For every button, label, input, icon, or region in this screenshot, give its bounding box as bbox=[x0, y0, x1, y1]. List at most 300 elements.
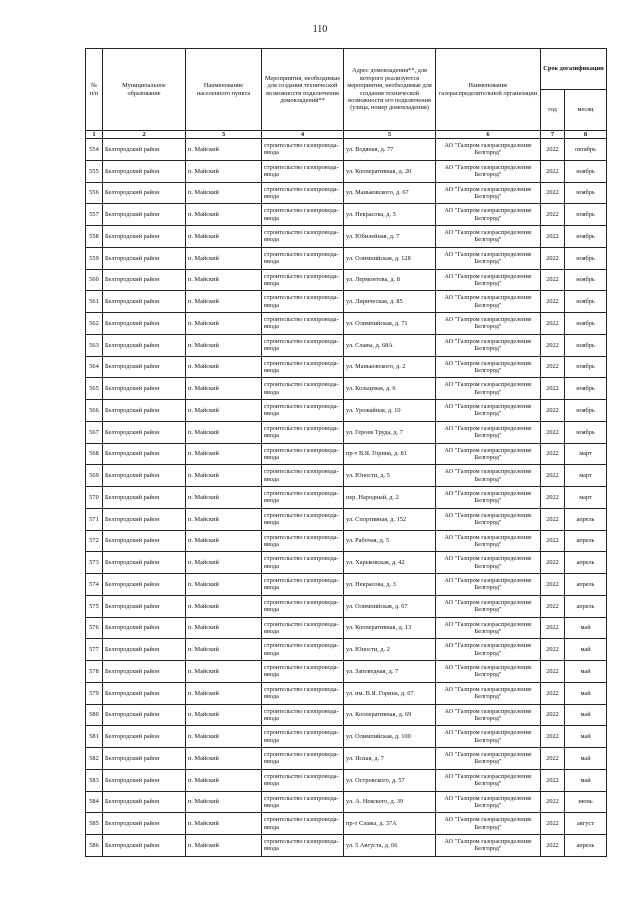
year-cell: 2022 bbox=[541, 791, 565, 813]
municipality-cell: Белгородский район bbox=[103, 487, 186, 509]
municipality-cell: Белгородский район bbox=[103, 400, 186, 422]
settlement-cell: п. Майский bbox=[186, 748, 262, 770]
settlement-cell: п. Майский bbox=[186, 813, 262, 835]
settlement-cell: п. Майский bbox=[186, 356, 262, 378]
year-cell: 2022 bbox=[541, 639, 565, 661]
organization-cell: АО "Газпром газораспределение Белгород" bbox=[436, 182, 541, 204]
measure-cell: строительство газопровода-ввода bbox=[262, 421, 344, 443]
municipality-cell: Белгородский район bbox=[103, 269, 186, 291]
municipality-cell: Белгородский район bbox=[103, 508, 186, 530]
year-cell: 2022 bbox=[541, 704, 565, 726]
table-row bbox=[86, 356, 607, 378]
row-number: 560 bbox=[86, 269, 103, 291]
address-cell: ул. Юности, д. 2 bbox=[344, 639, 436, 661]
header-settlement: Наименование населенного пункта bbox=[186, 49, 262, 131]
municipality-cell: Белгородский район bbox=[103, 791, 186, 813]
settlement-cell: п. Майский bbox=[186, 291, 262, 313]
measure-cell: строительство газопровода-ввода bbox=[262, 356, 344, 378]
measure-cell: строительство газопровода-ввода bbox=[262, 247, 344, 269]
month-cell: май bbox=[565, 661, 607, 683]
address-cell: ул. Кооперативная, д. 20 bbox=[344, 160, 436, 182]
month-cell: май bbox=[565, 617, 607, 639]
header-organization: Наименование газораспределительной организации bbox=[436, 49, 541, 131]
settlement-cell: п. Майский bbox=[186, 791, 262, 813]
header-year: год bbox=[541, 90, 565, 131]
municipality-cell: Белгородский район bbox=[103, 356, 186, 378]
municipality-cell: Белгородский район bbox=[103, 313, 186, 335]
header-municipality: Муниципальное образование bbox=[103, 49, 186, 131]
municipality-cell: Белгородский район bbox=[103, 291, 186, 313]
organization-cell: АО "Газпром газораспределение Белгород" bbox=[436, 247, 541, 269]
year-cell: 2022 bbox=[541, 400, 565, 422]
row-number: 556 bbox=[86, 182, 103, 204]
municipality-cell: Белгородский район bbox=[103, 813, 186, 835]
address-cell: ул. Кооперативная, д. 13 bbox=[344, 617, 436, 639]
address-cell: ул. Маньковского, д. 67 bbox=[344, 182, 436, 204]
municipality-cell: Белгородский район bbox=[103, 421, 186, 443]
measure-cell: строительство газопровода-ввода bbox=[262, 835, 344, 857]
address-cell: ул. Кооперативная, д. 69 bbox=[344, 704, 436, 726]
table-row bbox=[86, 443, 607, 465]
measure-cell: строительство газопровода-ввода bbox=[262, 487, 344, 509]
measure-cell: строительство газопровода-ввода bbox=[262, 204, 344, 226]
year-cell: 2022 bbox=[541, 291, 565, 313]
address-cell: ул. им. В.Я. Горина, д. 67 bbox=[344, 682, 436, 704]
table-row bbox=[86, 769, 607, 791]
row-number: 573 bbox=[86, 552, 103, 574]
table-row bbox=[86, 465, 607, 487]
year-cell: 2022 bbox=[541, 226, 565, 248]
year-cell: 2022 bbox=[541, 160, 565, 182]
year-cell: 2022 bbox=[541, 487, 565, 509]
settlement-cell: п. Майский bbox=[186, 204, 262, 226]
address-cell: ул. Славы, д. 68А bbox=[344, 334, 436, 356]
municipality-cell: Белгородский район bbox=[103, 726, 186, 748]
year-cell: 2022 bbox=[541, 617, 565, 639]
measure-cell: строительство газопровода-ввода bbox=[262, 574, 344, 596]
address-cell: ул. Маньковского, д. 2 bbox=[344, 356, 436, 378]
address-cell: ул. Олимпийская, д. 128 bbox=[344, 247, 436, 269]
table-row bbox=[86, 617, 607, 639]
year-cell: 2022 bbox=[541, 595, 565, 617]
measure-cell: строительство газопровода-ввода bbox=[262, 552, 344, 574]
measure-cell: строительство газопровода-ввода bbox=[262, 400, 344, 422]
year-cell: 2022 bbox=[541, 139, 565, 161]
table-row bbox=[86, 682, 607, 704]
row-number: 559 bbox=[86, 247, 103, 269]
organization-cell: АО "Газпром газораспределение Белгород" bbox=[436, 508, 541, 530]
measure-cell: строительство газопровода-ввода bbox=[262, 813, 344, 835]
organization-cell: АО "Газпром газораспределение Белгород" bbox=[436, 160, 541, 182]
organization-cell: АО "Газпром газораспределение Белгород" bbox=[436, 421, 541, 443]
row-number: 575 bbox=[86, 595, 103, 617]
year-cell: 2022 bbox=[541, 661, 565, 683]
address-cell: пр-т Славы, д. 37А bbox=[344, 813, 436, 835]
header-month: месяц bbox=[565, 90, 607, 131]
column-number: 7 bbox=[541, 131, 565, 139]
measure-cell: строительство газопровода-ввода bbox=[262, 530, 344, 552]
organization-cell: АО "Газпром газораспределение Белгород" bbox=[436, 769, 541, 791]
municipality-cell: Белгородский район bbox=[103, 182, 186, 204]
table-row bbox=[86, 530, 607, 552]
measure-cell: строительство газопровода-ввода bbox=[262, 661, 344, 683]
month-cell: апрель bbox=[565, 530, 607, 552]
address-cell: ул. Героев Труда, д. 7 bbox=[344, 421, 436, 443]
address-cell: ул. Островского, д. 57 bbox=[344, 769, 436, 791]
organization-cell: АО "Газпром газораспределение Белгород" bbox=[436, 487, 541, 509]
municipality-cell: Белгородский район bbox=[103, 682, 186, 704]
row-number: 564 bbox=[86, 356, 103, 378]
table-row bbox=[86, 421, 607, 443]
address-cell: ул. Олимпийская, д. 67 bbox=[344, 595, 436, 617]
year-cell: 2022 bbox=[541, 334, 565, 356]
table-row bbox=[86, 552, 607, 574]
organization-cell: АО "Газпром газораспределение Белгород" bbox=[436, 269, 541, 291]
month-cell: ноябрь bbox=[565, 334, 607, 356]
month-cell: май bbox=[565, 748, 607, 770]
row-number: 557 bbox=[86, 204, 103, 226]
settlement-cell: п. Майский bbox=[186, 443, 262, 465]
month-cell: ноябрь bbox=[565, 356, 607, 378]
settlement-cell: п. Майский bbox=[186, 682, 262, 704]
address-cell: ул. Юбилейная, д. 7 bbox=[344, 226, 436, 248]
year-cell: 2022 bbox=[541, 378, 565, 400]
settlement-cell: п. Майский bbox=[186, 530, 262, 552]
row-number: 554 bbox=[86, 139, 103, 161]
row-number: 581 bbox=[86, 726, 103, 748]
year-cell: 2022 bbox=[541, 530, 565, 552]
header-address: Адрес домовладения**, для которого реализуются мероприятия, необходимые для создания технической возможности его подключения (улица, номер домовладения) bbox=[344, 49, 436, 131]
settlement-cell: п. Майский bbox=[186, 508, 262, 530]
settlement-cell: п. Майский bbox=[186, 639, 262, 661]
municipality-cell: Белгородский район bbox=[103, 661, 186, 683]
municipality-cell: Белгородский район bbox=[103, 160, 186, 182]
month-cell: ноябрь bbox=[565, 313, 607, 335]
column-number: 8 bbox=[565, 131, 607, 139]
settlement-cell: п. Майский bbox=[186, 661, 262, 683]
organization-cell: АО "Газпром газораспределение Белгород" bbox=[436, 617, 541, 639]
measure-cell: строительство газопровода-ввода bbox=[262, 334, 344, 356]
address-cell: ул. Ясная, д. 7 bbox=[344, 748, 436, 770]
address-cell: ул. Некрасова, д. 3 bbox=[344, 574, 436, 596]
year-cell: 2022 bbox=[541, 748, 565, 770]
address-cell: ул. Кольцевая, д. 6 bbox=[344, 378, 436, 400]
table-row bbox=[86, 269, 607, 291]
row-number: 576 bbox=[86, 617, 103, 639]
settlement-cell: п. Майский bbox=[186, 334, 262, 356]
year-cell: 2022 bbox=[541, 313, 565, 335]
municipality-cell: Белгородский район bbox=[103, 574, 186, 596]
row-number: 586 bbox=[86, 835, 103, 857]
month-cell: май bbox=[565, 704, 607, 726]
row-number: 565 bbox=[86, 378, 103, 400]
year-cell: 2022 bbox=[541, 682, 565, 704]
measure-cell: строительство газопровода-ввода bbox=[262, 291, 344, 313]
municipality-cell: Белгородский район bbox=[103, 835, 186, 857]
table-row bbox=[86, 487, 607, 509]
table-row bbox=[86, 748, 607, 770]
table-row bbox=[86, 704, 607, 726]
organization-cell: АО "Газпром газораспределение Белгород" bbox=[436, 378, 541, 400]
gasification-table bbox=[85, 48, 607, 857]
row-number: 569 bbox=[86, 465, 103, 487]
year-cell: 2022 bbox=[541, 552, 565, 574]
organization-cell: АО "Газпром газораспределение Белгород" bbox=[436, 574, 541, 596]
row-number: 555 bbox=[86, 160, 103, 182]
organization-cell: АО "Газпром газораспределение Белгород" bbox=[436, 726, 541, 748]
address-cell: ул. Лермонтова, д. 8 bbox=[344, 269, 436, 291]
header-measures: Мероприятия, необходимые для создания технической возможности подключения домовладений** bbox=[262, 49, 344, 131]
settlement-cell: п. Майский bbox=[186, 617, 262, 639]
municipality-cell: Белгородский район bbox=[103, 139, 186, 161]
organization-cell: АО "Газпром газораспределение Белгород" bbox=[436, 835, 541, 857]
year-cell: 2022 bbox=[541, 182, 565, 204]
column-number: 2 bbox=[103, 131, 186, 139]
measure-cell: строительство газопровода-ввода bbox=[262, 595, 344, 617]
municipality-cell: Белгородский район bbox=[103, 704, 186, 726]
column-number: 5 bbox=[344, 131, 436, 139]
month-cell: ноябрь bbox=[565, 182, 607, 204]
address-cell: ул. А. Невского, д. 39 bbox=[344, 791, 436, 813]
table-row bbox=[86, 334, 607, 356]
measure-cell: строительство газопровода-ввода bbox=[262, 160, 344, 182]
year-cell: 2022 bbox=[541, 726, 565, 748]
address-cell: ул. Олимпийская, д. 100 bbox=[344, 726, 436, 748]
month-cell: май bbox=[565, 726, 607, 748]
measure-cell: строительство газопровода-ввода bbox=[262, 639, 344, 661]
row-number: 578 bbox=[86, 661, 103, 683]
organization-cell: АО "Газпром газораспределение Белгород" bbox=[436, 682, 541, 704]
organization-cell: АО "Газпром газораспределение Белгород" bbox=[436, 552, 541, 574]
page-number: 110 bbox=[312, 24, 328, 35]
municipality-cell: Белгородский район bbox=[103, 226, 186, 248]
month-cell: ноябрь bbox=[565, 160, 607, 182]
month-cell: март bbox=[565, 443, 607, 465]
table-row bbox=[86, 791, 607, 813]
settlement-cell: п. Майский bbox=[186, 378, 262, 400]
settlement-cell: п. Майский bbox=[186, 574, 262, 596]
organization-cell: АО "Газпром газораспределение Белгород" bbox=[436, 204, 541, 226]
year-cell: 2022 bbox=[541, 269, 565, 291]
month-cell: апрель bbox=[565, 552, 607, 574]
municipality-cell: Белгородский район bbox=[103, 748, 186, 770]
settlement-cell: п. Майский bbox=[186, 835, 262, 857]
year-cell: 2022 bbox=[541, 813, 565, 835]
measure-cell: строительство газопровода-ввода bbox=[262, 769, 344, 791]
month-cell: май bbox=[565, 682, 607, 704]
organization-cell: АО "Газпром газораспределение Белгород" bbox=[436, 704, 541, 726]
month-cell: май bbox=[565, 639, 607, 661]
table-row bbox=[86, 595, 607, 617]
table-row bbox=[86, 204, 607, 226]
year-cell: 2022 bbox=[541, 443, 565, 465]
settlement-cell: п. Майский bbox=[186, 269, 262, 291]
organization-cell: АО "Газпром газораспределение Белгород" bbox=[436, 356, 541, 378]
settlement-cell: п. Майский bbox=[186, 595, 262, 617]
row-number: 584 bbox=[86, 791, 103, 813]
year-cell: 2022 bbox=[541, 769, 565, 791]
table-row bbox=[86, 508, 607, 530]
year-cell: 2022 bbox=[541, 835, 565, 857]
month-cell: ноябрь bbox=[565, 269, 607, 291]
address-cell: ул. Юности, д. 5 bbox=[344, 465, 436, 487]
measure-cell: строительство газопровода-ввода bbox=[262, 682, 344, 704]
measure-cell: строительство газопровода-ввода bbox=[262, 269, 344, 291]
header-no: № п/п bbox=[86, 49, 103, 131]
settlement-cell: п. Майский bbox=[186, 139, 262, 161]
address-cell: ул. Рабочая, д. 5 bbox=[344, 530, 436, 552]
year-cell: 2022 bbox=[541, 204, 565, 226]
month-cell: ноябрь bbox=[565, 421, 607, 443]
row-number: 558 bbox=[86, 226, 103, 248]
table-row bbox=[86, 139, 607, 161]
table-row bbox=[86, 835, 607, 857]
address-cell: ул. Олимпийская, д. 71 bbox=[344, 313, 436, 335]
month-cell: ноябрь bbox=[565, 291, 607, 313]
row-number: 585 bbox=[86, 813, 103, 835]
settlement-cell: п. Майский bbox=[186, 726, 262, 748]
address-cell: ул. 5 Августа, д. 66 bbox=[344, 835, 436, 857]
month-cell: ноябрь bbox=[565, 378, 607, 400]
measure-cell: строительство газопровода-ввода bbox=[262, 748, 344, 770]
measure-cell: строительство газопровода-ввода bbox=[262, 617, 344, 639]
measure-cell: строительство газопровода-ввода bbox=[262, 182, 344, 204]
table-row bbox=[86, 160, 607, 182]
month-cell: ноябрь bbox=[565, 400, 607, 422]
settlement-cell: п. Майский bbox=[186, 769, 262, 791]
measure-cell: строительство газопровода-ввода bbox=[262, 378, 344, 400]
municipality-cell: Белгородский район bbox=[103, 769, 186, 791]
organization-cell: АО "Газпром газораспределение Белгород" bbox=[436, 313, 541, 335]
organization-cell: АО "Газпром газораспределение Белгород" bbox=[436, 791, 541, 813]
organization-cell: АО "Газпром газораспределение Белгород" bbox=[436, 813, 541, 835]
address-cell: ул. Некрасова, д. 5 bbox=[344, 204, 436, 226]
address-cell: ул. Спортивная, д. 152 bbox=[344, 508, 436, 530]
year-cell: 2022 bbox=[541, 574, 565, 596]
year-cell: 2022 bbox=[541, 508, 565, 530]
year-cell: 2022 bbox=[541, 421, 565, 443]
month-cell: апрель bbox=[565, 595, 607, 617]
settlement-cell: п. Майский bbox=[186, 226, 262, 248]
municipality-cell: Белгородский район bbox=[103, 378, 186, 400]
settlement-cell: п. Майский bbox=[186, 552, 262, 574]
organization-cell: АО "Газпром газораспределение Белгород" bbox=[436, 465, 541, 487]
month-cell: ноябрь bbox=[565, 247, 607, 269]
table-row bbox=[86, 378, 607, 400]
row-number: 571 bbox=[86, 508, 103, 530]
row-number: 582 bbox=[86, 748, 103, 770]
table-body bbox=[86, 139, 607, 857]
organization-cell: АО "Газпром газораспределение Белгород" bbox=[436, 748, 541, 770]
settlement-cell: п. Майский bbox=[186, 421, 262, 443]
organization-cell: АО "Газпром газораспределение Белгород" bbox=[436, 291, 541, 313]
row-number: 572 bbox=[86, 530, 103, 552]
measure-cell: строительство газопровода-ввода bbox=[262, 508, 344, 530]
table-row bbox=[86, 400, 607, 422]
column-number: 4 bbox=[262, 131, 344, 139]
municipality-cell: Белгородский район bbox=[103, 530, 186, 552]
measure-cell: строительство газопровода-ввода bbox=[262, 791, 344, 813]
row-number: 568 bbox=[86, 443, 103, 465]
month-cell: ноябрь bbox=[565, 204, 607, 226]
column-number: 1 bbox=[86, 131, 103, 139]
measure-cell: строительство газопровода-ввода bbox=[262, 465, 344, 487]
table-row bbox=[86, 247, 607, 269]
settlement-cell: п. Майский bbox=[186, 704, 262, 726]
organization-cell: АО "Газпром газораспределение Белгород" bbox=[436, 139, 541, 161]
measure-cell: строительство газопровода-ввода bbox=[262, 704, 344, 726]
settlement-cell: п. Майский bbox=[186, 487, 262, 509]
month-cell: апрель bbox=[565, 574, 607, 596]
row-number: 574 bbox=[86, 574, 103, 596]
row-number: 570 bbox=[86, 487, 103, 509]
header-deadline: Срок догазификации bbox=[541, 49, 607, 90]
month-cell: июнь bbox=[565, 791, 607, 813]
measure-cell: строительство газопровода-ввода bbox=[262, 313, 344, 335]
organization-cell: АО "Газпром газораспределение Белгород" bbox=[436, 226, 541, 248]
organization-cell: АО "Газпром газораспределение Белгород" bbox=[436, 530, 541, 552]
municipality-cell: Белгородский район bbox=[103, 247, 186, 269]
address-cell: ул. Харьковская, д. 42 bbox=[344, 552, 436, 574]
organization-cell: АО "Газпром газораспределение Белгород" bbox=[436, 639, 541, 661]
address-cell: ул. Урожайная, д. 10 bbox=[344, 400, 436, 422]
settlement-cell: п. Майский bbox=[186, 465, 262, 487]
month-cell: апрель bbox=[565, 835, 607, 857]
municipality-cell: Белгородский район bbox=[103, 465, 186, 487]
municipality-cell: Белгородский район bbox=[103, 595, 186, 617]
municipality-cell: Белгородский район bbox=[103, 617, 186, 639]
table-row bbox=[86, 313, 607, 335]
municipality-cell: Белгородский район bbox=[103, 639, 186, 661]
month-cell: май bbox=[565, 769, 607, 791]
settlement-cell: п. Майский bbox=[186, 247, 262, 269]
table-row bbox=[86, 813, 607, 835]
row-number: 562 bbox=[86, 313, 103, 335]
row-number: 583 bbox=[86, 769, 103, 791]
month-cell: ноябрь bbox=[565, 226, 607, 248]
month-cell: март bbox=[565, 465, 607, 487]
address-cell: пр-т В.Я. Горина, д. 81 bbox=[344, 443, 436, 465]
organization-cell: АО "Газпром газораспределение Белгород" bbox=[436, 400, 541, 422]
row-number: 580 bbox=[86, 704, 103, 726]
measure-cell: строительство газопровода-ввода bbox=[262, 139, 344, 161]
settlement-cell: п. Майский bbox=[186, 313, 262, 335]
settlement-cell: п. Майский bbox=[186, 160, 262, 182]
row-number: 563 bbox=[86, 334, 103, 356]
address-cell: ул. Водяная, д. 77 bbox=[344, 139, 436, 161]
year-cell: 2022 bbox=[541, 465, 565, 487]
municipality-cell: Белгородский район bbox=[103, 334, 186, 356]
measure-cell: строительство газопровода-ввода bbox=[262, 226, 344, 248]
municipality-cell: Белгородский район bbox=[103, 204, 186, 226]
measure-cell: строительство газопровода-ввода bbox=[262, 726, 344, 748]
municipality-cell: Белгородский район bbox=[103, 552, 186, 574]
row-number: 577 bbox=[86, 639, 103, 661]
table-row bbox=[86, 726, 607, 748]
column-number: 6 bbox=[436, 131, 541, 139]
settlement-cell: п. Майский bbox=[186, 182, 262, 204]
organization-cell: АО "Газпром газораспределение Белгород" bbox=[436, 661, 541, 683]
row-number: 566 bbox=[86, 400, 103, 422]
table-row bbox=[86, 182, 607, 204]
address-cell: ул. Лирическая, д. 85 bbox=[344, 291, 436, 313]
row-number: 561 bbox=[86, 291, 103, 313]
month-cell: август bbox=[565, 813, 607, 835]
address-cell: ул. Заповедная, д. 7 bbox=[344, 661, 436, 683]
month-cell: апрель bbox=[565, 508, 607, 530]
row-number: 579 bbox=[86, 682, 103, 704]
table-row bbox=[86, 291, 607, 313]
